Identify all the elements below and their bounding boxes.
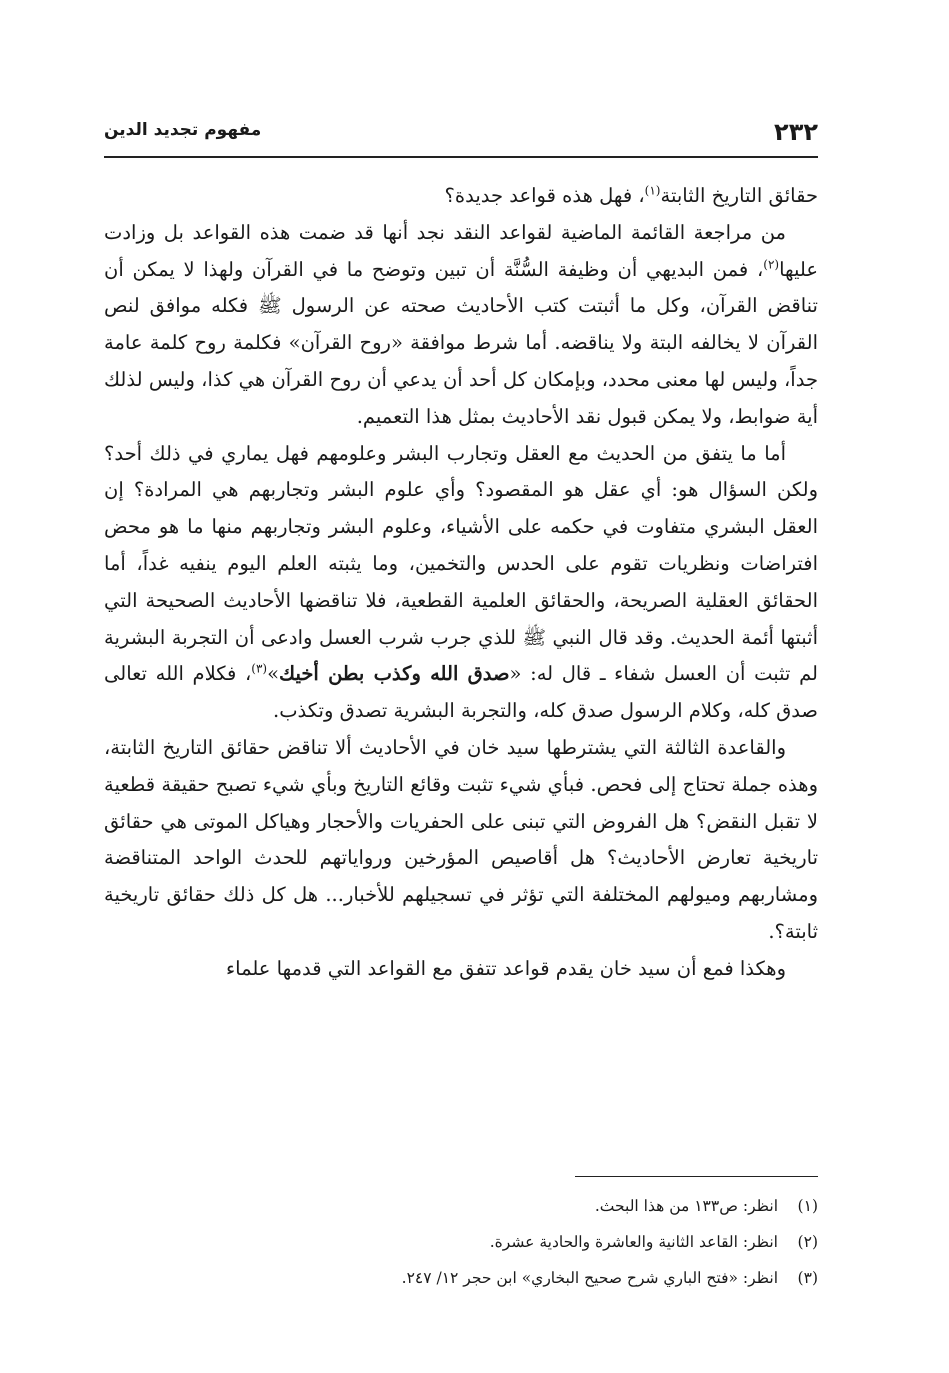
running-header [104,118,818,152]
header-divider [104,156,818,158]
footnote-ref[interactable]: (٣) [251,661,268,676]
footnote-item [104,1260,818,1296]
footnote-number: (٢) [797,1233,818,1251]
footnotes [104,1188,818,1296]
footnote-ref[interactable]: (١) [644,183,661,198]
paragraph: وهكذا فمع أن سيد خان يقدم قواعد تتفق مع القواعد التي قدمها علماء [225,956,786,980]
paragraph-text: » [267,662,280,686]
footnote-text: انظر: ص١٣٣ من هذا البحث. [594,1197,778,1215]
paragraph [104,215,818,436]
footnote-text: انظر: «فتح الباري شرح صحيح البخاري» ابن حجر ١٢/ ٢٤٧. [401,1269,778,1287]
paragraph: والقاعدة الثالثة التي يشترطها سيد خان في الأحاديث ألا تناقض حقائق التاريخ الثابتة، وهذه جملة تحتاج إلى فحص. فبأي شيء تثبت وقائع التاريخ وبأي شيء تصبح حقيقة قطعية لا تقبل النقض؟ هل الفروض التي تبنى على الحفريات والأحجار وهياكل الموتى هي حقائق تاريخية تعارض الأحاديث؟ هل أقاصيص المؤرخين ورواياتهم للحدث الواحد المتناقضة ومشاربهم وميولهم المختلفة التي تؤثر في تسجيلهم للأخبار... هل كل ذلك حقائق تاريخية ثابتة؟. [104,735,818,943]
footnote-number: (١) [797,1197,818,1215]
paragraph-text: من مراجعة القائمة الماضية لقواعد النقد نجد أنها قد ضمت هذه القواعد بل وزادت عليها [104,220,818,281]
paragraph-text: ، فمن البديهي أن وظيفة السُّنَّة أن تبين وتوضح ما في القرآن ولهذا لا يمكن أن تناقض القرآن، وكل ما أثبتت كتب الأحاديث صحته عن الرسول ﷺ فكله موافق لنص القرآن لا يخالفه البتة ولا يناقضه. أما شرط موافقة «روح القرآن» فكلمة روح كلمة عامة جداً، وليس لها معنى محدد، وبإمكان كل أحد أن يدعي أن روح القرآن هي كذا، وليس لذلك أية ضوابط، ولا يمكن قبول نقد الأحاديث بمثل هذا التعميم. [104,257,818,428]
footnote-item [104,1224,818,1260]
footnote-ref[interactable]: (٢) [763,257,780,272]
footnote-number: (٣) [797,1269,818,1287]
footnote-text: انظر: القاعد الثانية والعاشرة والحادية عشرة. [489,1233,778,1251]
paragraph-text: حقائق التاريخ الثابتة [660,184,818,207]
hadith-quote: صدق الله وكذب بطن أخيك [279,662,510,686]
paragraph [104,436,818,730]
paragraph-text: أما ما يتفق من الحديث مع العقل وتجارب البشر وعلومهم فهل يماري في ذلك أحد؟ ولكن السؤال هو: أي عقل هو المقصود؟ وأي علوم البشر وتجاربهم هي المرادة؟ إن العقل البشري متفاوت في حكمه على الأشياء، وعلوم البشر وتجاربهم منها ما هو محض افتراضات ونظريات تقوم على الحدس والتخمين، وما يثبته العلم اليوم ينفيه غداً، أما الحقائق العقلية الصريحة، والحقائق العلمية القطعية، فلا تناقضها الأحاديث الصحيحة التي أثبتها أئمة الحديث. وقد قال النبي ﷺ للذي جرب شرب العسل وادعى أن التجربة البشرية لم تثبت أن العسل شفاء ـ قال له: « [104,441,819,686]
chapter-title: مفهوم تجديد الدين [104,120,262,140]
paragraph-text: ، فكلام الله تعالى صدق كله، وكلام الرسول صدق كله، والتجربة البشرية تصدق وتكذب. [104,662,818,723]
main-text [104,178,818,988]
paragraph-text: ، فهل هذه قواعد جديدة؟ [444,184,645,207]
footnote-item [104,1188,818,1224]
page-number: ٢٣٢ [774,118,818,146]
footnote-divider [575,1176,818,1177]
paragraph [104,178,818,215]
